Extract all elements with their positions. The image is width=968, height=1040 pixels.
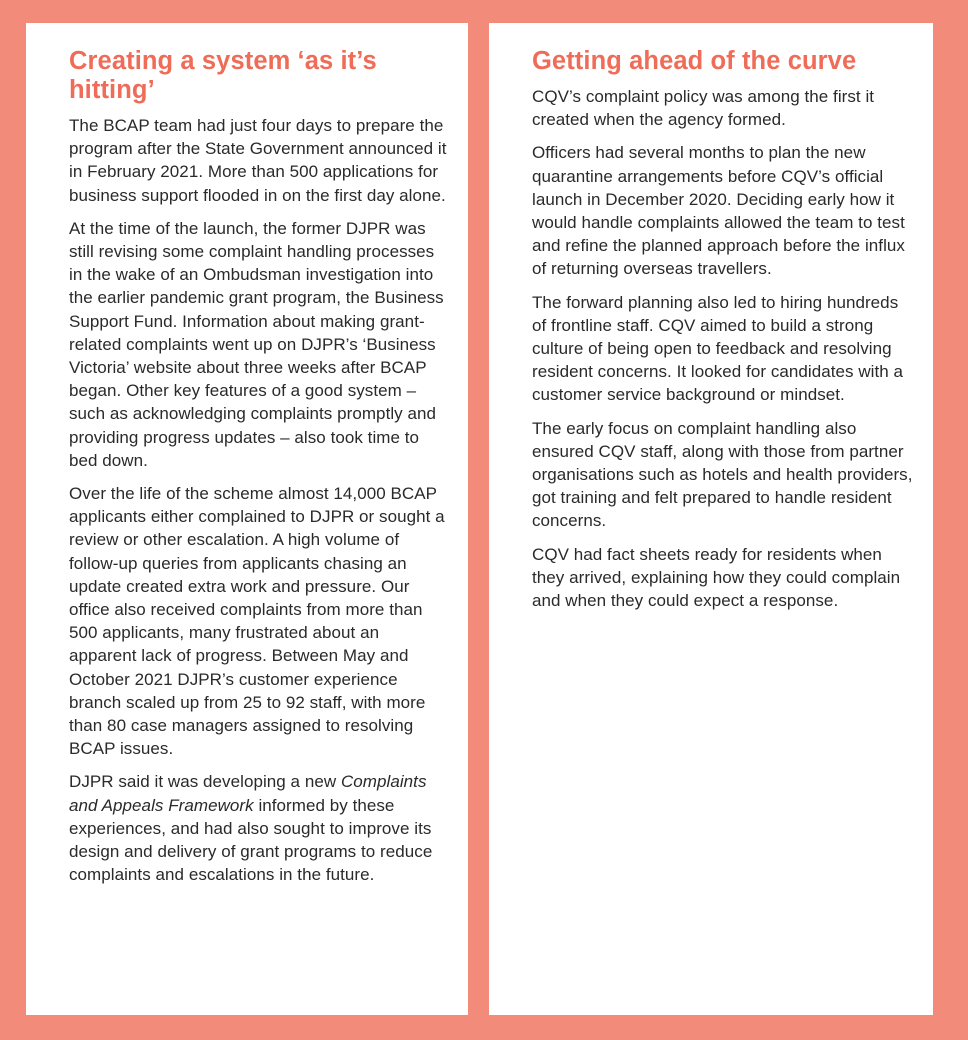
- right-paragraph-2: Officers had several months to plan the new quarantine arrangements before CQV’s official launch in December 2020. Deciding early how it would handle complaints allowed the team to test and refine the planned approach before the influx of returning overseas travellers.: [532, 143, 905, 279]
- left-heading: Creating a system ‘as it’s hitting’: [69, 47, 377, 104]
- right-panel: [489, 23, 933, 1015]
- right-paragraph-3: The forward planning also led to hiring hundreds of frontline staff. CQV aimed to build a strong culture of being open to feedback and resolving resident concerns. It looked for candidates with a customer service background or mindset.: [532, 292, 904, 405]
- left-paragraph-2: At the time of the launch, the former DJPR was still revising some complaint handling processes in the wake of an Ombudsman investigation into the earlier pandemic grant program, the Business Support Fund. Information about making grant-related complaints went up on DJPR’s ‘Business Victoria’ website about three weeks after BCAP began. Other key features of a good system – such as acknowledging complaints promptly and providing progress updates – also took time to bed down.: [69, 218, 444, 470]
- left-paragraph-3: Over the life of the scheme almost 14,000 BCAP applicants either complained to DJPR or sought a review or other escalation. A high volume of follow-up queries from applicants chasing an update created extra work and pressure. Our office also received complaints from more than 500 applicants, many frustrated about an apparent lack of progress. Between May and October 2021 DJPR’s customer experience branch scaled up from 25 to 92 staff, with more than 80 case managers assigned to resolving BCAP issues.: [69, 484, 445, 759]
- right-paragraph-5: CQV had fact sheets ready for residents when they arrived, explaining how they could complain and when they could expect a response.: [532, 544, 901, 611]
- left-paragraph-4-start: DJPR said it was developing a new: [69, 772, 337, 792]
- left-paragraph-4: [69, 770, 448, 886]
- right-paragraph-4: The early focus on complaint handling also ensured CQV staff, along with those from partner organisations such as hotels and health providers, got training and felt prepared to handle resident concerns.: [532, 418, 913, 531]
- left-paragraph-4-end: informed by these experiences, and had also sought to improve its design and delivery of grant programs to reduce complaints and escalations in the future.: [69, 795, 433, 885]
- left-paragraph-1: The BCAP team had just four days to prepare the program after the State Government announced it in February 2021. More than 500 applications for business support flooded in on the first day alone.: [69, 116, 447, 205]
- right-heading: Getting ahead of the curve: [532, 47, 857, 75]
- framework-title: Complaints and Appeals Framework: [69, 772, 427, 815]
- right-paragraph-1: CQV’s complaint policy was among the first it created when the agency formed.: [532, 87, 875, 130]
- left-panel: [26, 23, 468, 1015]
